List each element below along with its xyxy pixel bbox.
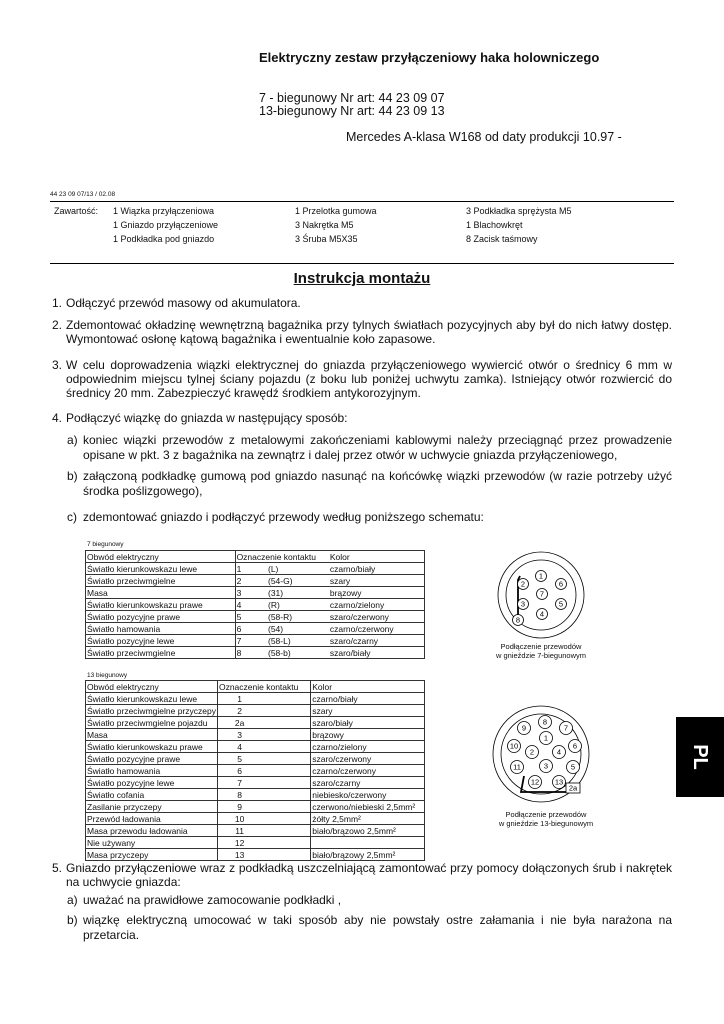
- table-row: [86, 575, 425, 587]
- socket-pin: [539, 716, 552, 729]
- table-cell: Światło hamowania: [86, 623, 236, 635]
- step-number: 2.: [52, 318, 63, 332]
- socket-pin: [569, 740, 582, 753]
- socket-pin: [513, 615, 524, 626]
- table-cell: Światło kierunkowskazu prawe: [86, 741, 218, 753]
- table-cell: Masa: [86, 587, 236, 599]
- table-cell: [311, 837, 425, 849]
- table-cell: Światło hamowania: [86, 765, 218, 777]
- language-tab-label: PL: [689, 744, 711, 770]
- socket-pin-label: 1: [538, 571, 544, 581]
- socket-pin: [560, 722, 573, 735]
- table-cell: Światło przeciwmgielne: [86, 647, 236, 659]
- socket-pin-label: 11: [513, 762, 521, 772]
- socket-pin: [508, 740, 521, 753]
- socket-pin-label: 12: [530, 777, 540, 787]
- socket-7-caption-line2: w gnieździe 7-biegunowym: [495, 651, 587, 660]
- socket-pin: [556, 599, 567, 610]
- step-5a: [67, 893, 672, 908]
- contents-item: 1 Gniazdo przyłączeniowe: [113, 220, 219, 230]
- table-cell: Światło pozycyjne lewe: [86, 777, 218, 789]
- table-cell: Światło kierunkowskazu lewe: [86, 693, 218, 705]
- socket-pin-label: 4: [539, 609, 545, 619]
- table-13-label: 13 biegunowy: [87, 672, 128, 679]
- table-cell: Światło cofania: [86, 789, 218, 801]
- substep-label: a): [67, 433, 78, 447]
- table-cell: Obwód elektryczny: [86, 681, 218, 693]
- table-cell: 7: [217, 777, 310, 789]
- table-cell: Masa: [86, 729, 218, 741]
- wiring-table-7-pin: [85, 550, 425, 659]
- socket-pin: [540, 760, 553, 773]
- table-cell: (54): [267, 623, 329, 635]
- part-number-7-pin: 7 - biegunowy Nr art: 44 23 09 07: [259, 91, 445, 105]
- table-cell: Zasilanie przyczepy: [86, 801, 218, 813]
- substep-label: c): [67, 510, 77, 524]
- table-row: [86, 837, 425, 849]
- language-tab: [676, 717, 724, 797]
- table-cell: 7: [235, 635, 267, 647]
- table-row: [86, 825, 425, 837]
- socket-pin: [553, 746, 566, 759]
- socket-pin-label: 6: [572, 741, 578, 751]
- contents-label: Zawartość:: [54, 206, 99, 216]
- table-cell: 6: [217, 765, 310, 777]
- substep-text: uważać na prawidłowe zamocowanie podkładki ,: [83, 893, 342, 907]
- wiring-table-13-pin: [85, 680, 425, 861]
- table-cell: szary: [311, 705, 425, 717]
- table-row: [86, 849, 425, 861]
- socket-pin: [511, 761, 524, 774]
- table-cell: (54-G): [267, 575, 329, 587]
- step-number: 3.: [52, 358, 63, 372]
- table-cell: (R): [267, 599, 329, 611]
- socket-pin-label: 5: [570, 762, 576, 772]
- contents-top-rule: [50, 201, 674, 202]
- table-cell: 13: [217, 849, 310, 861]
- table-row: [86, 587, 425, 599]
- table-cell: szaro/czarny: [311, 777, 425, 789]
- contents-item: 8 Zacisk taśmowy: [466, 234, 538, 244]
- socket-pin-label: 2a: [568, 783, 578, 793]
- step-text: Gniazdo przyłączeniowe wraz z podkładką uszczelniającą zamontować przy pomocy dołączonych śrub i nakrętek na uchwycie gniazda:: [66, 861, 672, 889]
- table-row: [86, 693, 425, 705]
- table-cell: 5: [217, 753, 310, 765]
- socket-pin: [537, 589, 548, 600]
- table-cell: biało/brązowy 2,5mm²: [311, 849, 425, 861]
- table-header-row: [86, 551, 425, 563]
- table-row: [86, 599, 425, 611]
- contents-item: 1 Wiązka przyłączeniowa: [113, 206, 215, 216]
- table-cell: 8: [217, 789, 310, 801]
- table-cell: czarno/zielony: [329, 599, 425, 611]
- table-cell: czarno/czerwony: [311, 765, 425, 777]
- socket-pin: [518, 579, 529, 590]
- socket-pin: [526, 746, 539, 759]
- socket-pin-label: 8: [542, 717, 548, 727]
- substep-text: zdemontować gniazdo i podłączyć przewody według poniższego schematu:: [83, 510, 484, 524]
- table-cell: Oznaczenie kontaktu: [235, 551, 329, 563]
- table-cell: 9: [217, 801, 310, 813]
- table-cell: 2a: [217, 717, 310, 729]
- table-cell: szaro/czerwony: [329, 611, 425, 623]
- socket-pin: [553, 776, 566, 789]
- table-cell: Kolor: [311, 681, 425, 693]
- table-cell: (31): [267, 587, 329, 599]
- step-4c: [67, 510, 672, 525]
- vehicle-model: Mercedes A-klasa W168 od daty produkcji 10.97 -: [346, 130, 622, 144]
- table-cell: (58-R): [267, 611, 329, 623]
- socket-13-caption-line1: Podłączenie przewodów: [505, 810, 587, 819]
- part-number-13-pin: 13-biegunowy Nr art: 44 23 09 13: [259, 104, 445, 118]
- step-text: W celu doprowadzenia wiązki elektrycznej do gniazda przyłączeniowego wywiercić otwór o średnicy 6 mm w odpowiednim miejscu tylnej ściany pojazdu (z boku lub poniżej uchwytu zamka). Istniejący otwór rozwiercić do średnicy 20 mm. Zabezpieczyć krawędź środkiem antykorozyjnym.: [66, 358, 672, 400]
- table-row: [86, 635, 425, 647]
- socket-pin: [556, 579, 567, 590]
- table-cell: Obwód elektryczny: [86, 551, 236, 563]
- socket-pin-label: 4: [556, 747, 562, 757]
- substep-label: b): [67, 469, 78, 483]
- table-cell: 1: [217, 693, 310, 705]
- contents-item: 3 Nakrętka M5: [295, 220, 354, 230]
- substep-label: a): [67, 893, 78, 907]
- step-5b: [67, 913, 672, 943]
- table-cell: 8: [235, 647, 267, 659]
- table-cell: 6: [235, 623, 267, 635]
- table-cell: Masa przyczepy: [86, 849, 218, 861]
- contents-item: 1 Blachowkręt: [466, 220, 523, 230]
- table-row: [86, 789, 425, 801]
- table-cell: szaro/biały: [311, 717, 425, 729]
- table-cell: niebiesko/czerwony: [311, 789, 425, 801]
- socket-pin: [537, 609, 548, 620]
- substep-label: b): [67, 913, 78, 927]
- table-cell: czerwono/niebieski 2,5mm²: [311, 801, 425, 813]
- contents-item: 1 Podkładka pod gniazdo: [113, 234, 215, 244]
- table-cell: 11: [217, 825, 310, 837]
- socket-pin-label: 5: [558, 599, 564, 609]
- table-row: [86, 717, 425, 729]
- table-cell: brązowy: [311, 729, 425, 741]
- table-cell: 2: [217, 705, 310, 717]
- table-cell: 1: [235, 563, 267, 575]
- step-text: Odłączyć przewód masowy od akumulatora.: [66, 296, 301, 310]
- step-text: Podłączyć wiązkę do gniazda w następujący sposób:: [66, 411, 348, 425]
- step-number: 1.: [52, 296, 63, 310]
- table-row: [86, 623, 425, 635]
- table-row: [86, 611, 425, 623]
- step-3: [52, 358, 672, 400]
- contents-item: 3 Podkładka sprężysta M5: [466, 206, 572, 216]
- substep-text: koniec wiązki przewodów z metalowymi zakończeniami kablowymi należy przeciągnąć przez prowadzenie opisane w pkt. 3 z bagażnika na zewnątrz i dalej przez otwór w uchwycie gniazda przyłączeniowego,: [83, 433, 672, 462]
- table-cell: 12: [217, 837, 310, 849]
- table-cell: brązowy: [329, 587, 425, 599]
- table-cell: szary: [329, 575, 425, 587]
- table-cell: czarno/czerwony: [329, 623, 425, 635]
- table-cell: Światło przeciwmgielne przyczepy: [87, 705, 216, 716]
- step-4a: [67, 433, 672, 463]
- socket-pin-label: 9: [521, 723, 527, 733]
- table-row: [86, 563, 425, 575]
- socket-7-pin-diagram: [480, 548, 602, 644]
- table-cell: 5: [235, 611, 267, 623]
- socket-13-pin-diagram: [476, 700, 606, 810]
- step-2: [52, 318, 672, 346]
- table-cell: szaro/czerwony: [311, 753, 425, 765]
- table-cell: 10: [217, 813, 310, 825]
- contents-item: 1 Przelotka gumowa: [295, 206, 377, 216]
- table-cell: Światło kierunkowskazu lewe: [86, 563, 236, 575]
- table-cell: czarno/biały: [311, 693, 425, 705]
- table-row: [86, 705, 425, 717]
- socket-pin-label: 7: [539, 589, 545, 599]
- document-title: Elektryczny zestaw przyłączeniowy haka holowniczego: [259, 50, 600, 65]
- contents-bottom-rule: [50, 263, 674, 264]
- socket-pin: [536, 571, 547, 582]
- socket-pin-label: 2: [529, 747, 535, 757]
- socket-pin: [529, 776, 542, 789]
- socket-pin-label: 7: [563, 723, 569, 733]
- step-4: [52, 411, 672, 425]
- table-row: [86, 647, 425, 659]
- table-cell: Oznaczenie kontaktu: [217, 681, 310, 693]
- step-1: [52, 296, 672, 310]
- table-cell: żółty 2,5mm²: [311, 813, 425, 825]
- table-cell: (L): [267, 563, 329, 575]
- table-row: [86, 741, 425, 753]
- socket-pin: [518, 722, 531, 735]
- table-cell: Kolor: [329, 551, 425, 563]
- contents-item: 3 Śruba M5X35: [295, 234, 358, 244]
- table-cell: Przewód ładowania: [86, 813, 218, 825]
- table-row: [86, 777, 425, 789]
- socket-pin-label: 8: [515, 615, 521, 625]
- socket-13-caption-line2: w gnieździe 13-biegunowym: [498, 819, 594, 828]
- table-cell: Światło pozycyjne prawe: [86, 611, 236, 623]
- table-cell: czarno/biały: [329, 563, 425, 575]
- table-cell: Światło przeciwmgielne: [86, 575, 236, 587]
- table-cell: 4: [235, 599, 267, 611]
- table-cell: (58-L): [267, 635, 329, 647]
- step-number: 5.: [52, 861, 63, 875]
- socket-pin-label: 3: [543, 761, 549, 771]
- table-row: [86, 753, 425, 765]
- table-cell: 4: [217, 741, 310, 753]
- socket-pin-label: 6: [558, 579, 564, 589]
- substep-text: załączoną podkładkę gumową pod gniazdo nasunąć na końcówkę wiązki przewodów (w razie potrzeby użyć środka poślizgowego),: [83, 469, 672, 498]
- table-cell: Światło pozycyjne prawe: [86, 753, 218, 765]
- table-row: [86, 801, 425, 813]
- substep-text: wiązkę elektryczną umocować w taki sposób aby nie powstały ostre załamania i nie była narażona na przetarcia.: [83, 913, 672, 942]
- instructions-heading: Instrukcja montażu: [293, 270, 431, 287]
- socket-pin-label: 3: [520, 599, 526, 609]
- table-cell: Światło pozycyjne lewe: [86, 635, 236, 647]
- socket-pin-label: 2: [520, 579, 526, 589]
- table-cell: 2: [235, 575, 267, 587]
- table-row: [86, 765, 425, 777]
- socket-pin: [518, 599, 529, 610]
- table-cell: Masa przewodu ładowania: [86, 825, 218, 837]
- table-row: [86, 729, 425, 741]
- socket-pin-label: 1: [543, 733, 549, 743]
- step-text: Zdemontować okładzinę wewnętrzną bagażnika przy tylnych światłach pozycyjnych aby był do nich łatwy dostęp. Wymontować osłonę kątową bagażnika i ewentualnie koło zapasowe.: [66, 318, 672, 346]
- socket-7-caption-line1: Podłączenie przewodów: [500, 642, 582, 651]
- table-cell: szaro/biały: [329, 647, 425, 659]
- table-cell: czarno/zielony: [311, 741, 425, 753]
- table-cell: 3: [235, 587, 267, 599]
- table-cell: biało/brązowo 2,5mm²: [311, 825, 425, 837]
- socket-pin: [540, 732, 553, 745]
- table-cell: szaro/czarny: [329, 635, 425, 647]
- step-5: [52, 861, 672, 889]
- table-row: [86, 813, 425, 825]
- table-cell: 3: [217, 729, 310, 741]
- socket-pin: [567, 761, 580, 774]
- socket-pin-label: 10: [509, 741, 519, 751]
- table-7-label: 7 biegunowy: [87, 541, 124, 548]
- socket-pin: [566, 783, 580, 793]
- socket-pin-label: 13: [554, 777, 564, 787]
- table-header-row: [86, 681, 425, 693]
- step-4b: [67, 469, 672, 499]
- table-cell: Światło przeciwmgielne pojazdu: [86, 717, 218, 729]
- document-reference: 44 23 09 07/13 / 02.08: [50, 191, 116, 198]
- table-cell: Światło kierunkowskazu prawe: [86, 599, 236, 611]
- table-cell: Nie używany: [86, 837, 218, 849]
- step-number: 4.: [52, 411, 63, 425]
- table-cell: (58-b): [267, 647, 329, 659]
